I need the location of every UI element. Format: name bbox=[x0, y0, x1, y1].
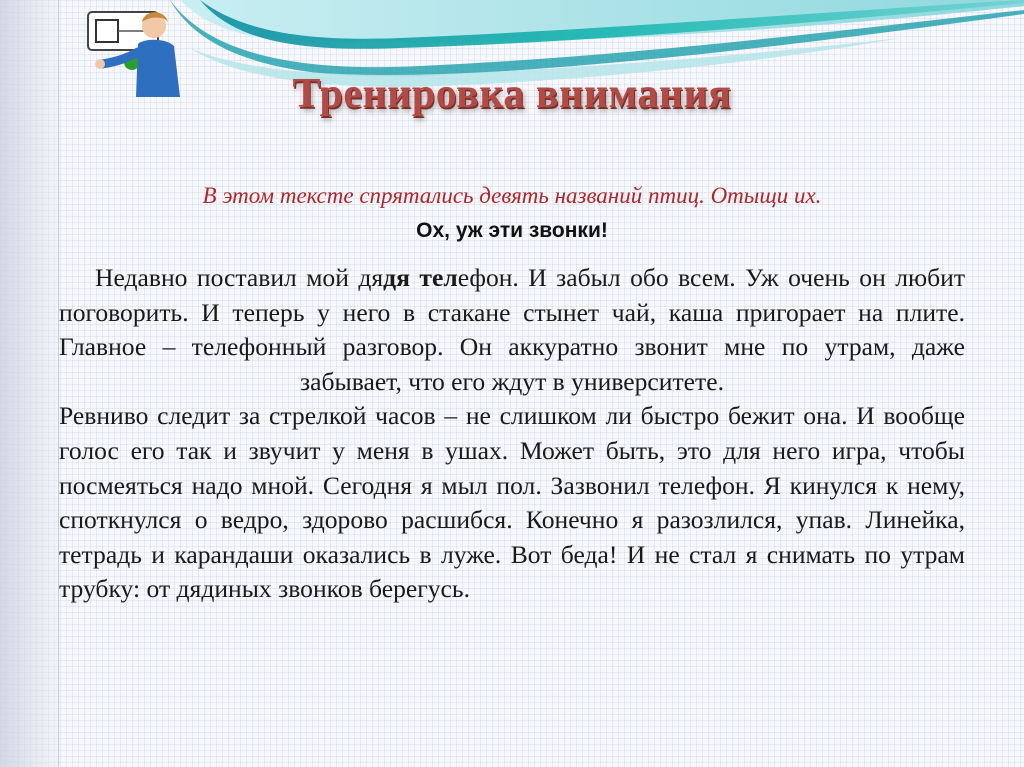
slide-title: Тренировка внимания bbox=[292, 71, 732, 117]
instruction-text: В этом тексте спрятались девять названий птиц. Отыщи их. bbox=[202, 183, 822, 208]
story-paragraph-1 bbox=[59, 261, 965, 399]
story-paragraph-1-start: Недавно поставил мой дя bbox=[95, 263, 384, 292]
story-text bbox=[59, 261, 965, 607]
highlighted-bird-name: дя тел bbox=[383, 263, 458, 292]
story-paragraph-1-rest: ефон. И забыл обо всем. Уж очень он любит поговорить. И теперь у него в стакане стынет чай, каша пригорает на плите. Главное – телефонный разговор. Он аккуратно звонит мне по утрам, даже забывает, что его ждут в университете. bbox=[59, 263, 966, 396]
story-title: Ох, уж эти звонки! bbox=[416, 219, 608, 242]
story-paragraph-2: Ревниво следит за стрелкой часов – не слишком ли быстро бежит она. И вообще голос его так и звучит у меня в ушах. Может быть, это для него игра, чтобы посмеяться надо мной. Сегодня я мыл пол. Зазвонил телефон. Я кинулся к нему, споткнулся о ведро, здорово расшибся. Конечно я разозлился, упав. Линейка, тетрадь и карандаши оказались в луже. Вот беда! И не стал я снимать по утрам трубку: от дядиных звонков берегусь. bbox=[59, 401, 965, 604]
